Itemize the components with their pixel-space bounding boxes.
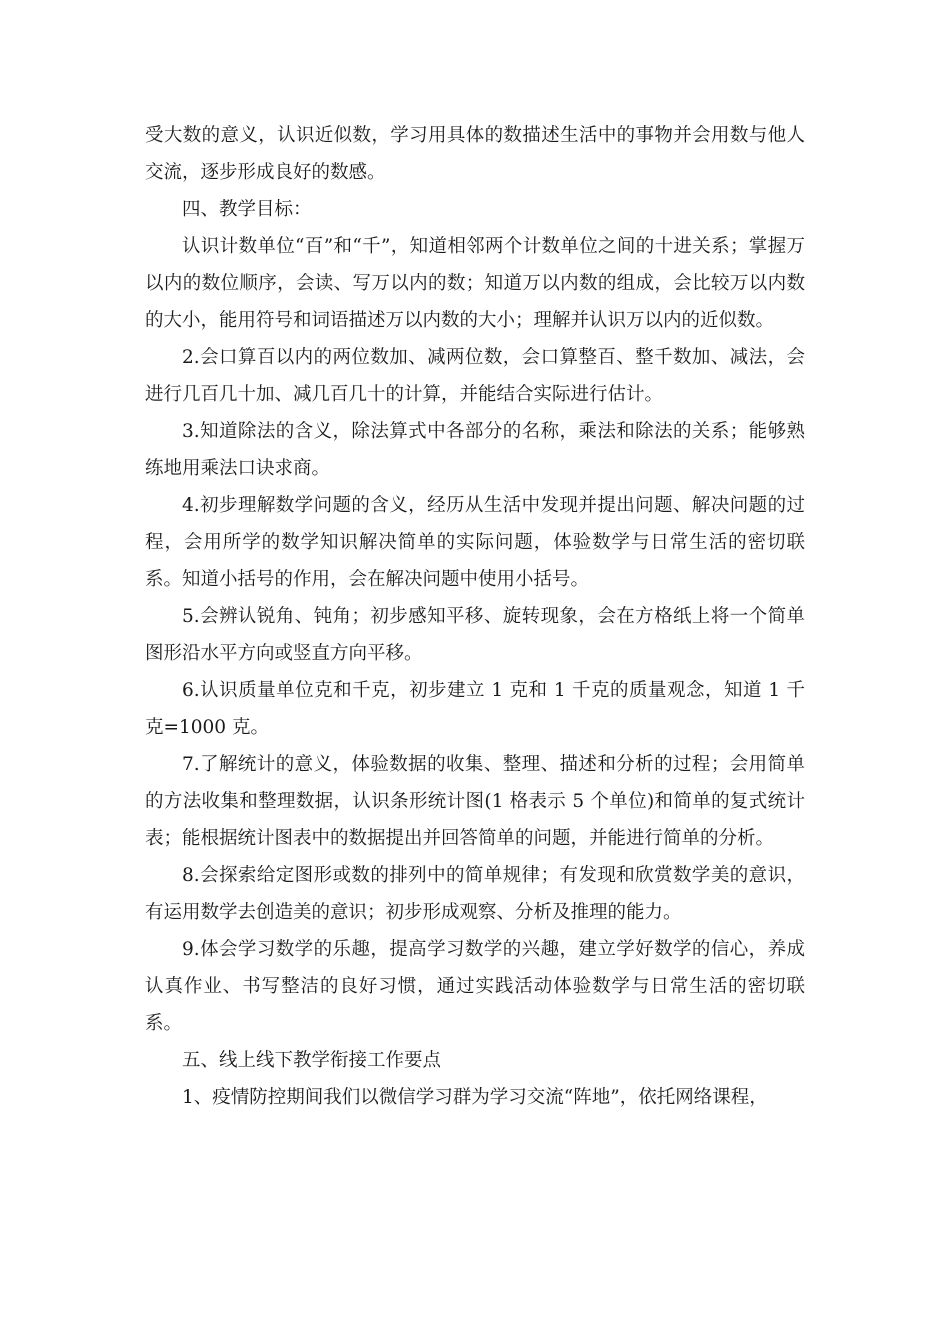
goal-item-7: 7.了解统计的意义，体验数据的收集、整理、描述和分析的过程；会用简单的方法收集和整理数据，认识条形统计图(1 格表示 5 个单位)和简单的复式统计表；能根据统计图表中的数据提出并回答简单的问题，并能进行简单的分析。 xyxy=(145,754,805,849)
section-heading-teaching-goals: 四、教学目标： xyxy=(182,199,312,220)
goal-item-6: 6.认识质量单位克和千克，初步建立 1 克和 1 千克的质量观念，知道 1 千克=1000 克。 xyxy=(145,680,805,738)
goal-item-9: 9.体会学习数学的乐趣，提高学习数学的兴趣，建立学好数学的信心，养成认真作业、书写整洁的良好习惯，通过实践活动体验数学与日常生活的密切联系。 xyxy=(145,939,805,1034)
goal-item-2: 2.会口算百以内的两位数加、减两位数，会口算整百、整千数加、减法，会进行几百几十加、减几百几十的计算，并能结合实际进行估计。 xyxy=(145,347,805,405)
goal-item-5: 5.会辨认锐角、钝角；初步感知平移、旋转现象，会在方格纸上将一个简单图形沿水平方向或竖直方向平移。 xyxy=(145,606,805,664)
goal-item-1: 认识计数单位“百”和“千”，知道相邻两个计数单位之间的十进关系；掌握万以内的数位顺序，会读、写万以内的数；知道万以内数的组成，会比较万以内数的大小，能用符号和词语描述万以内数的大小；理解并认识万以内的近似数。 xyxy=(145,236,805,331)
goal-item-8: 8.会探索给定图形或数的排列中的简单规律；有发现和欣赏数学美的意识，有运用数学去创造美的意识；初步形成观察、分析及推理的能力。 xyxy=(145,865,805,923)
paragraph-continuation: 受大数的意义，认识近似数，学习用具体的数描述生活中的事物并会用数与他人交流，逐步形成良好的数感。 xyxy=(145,125,805,183)
online-offline-item-1: 1、疫情防控期间我们以微信学习群为学习交流“阵地”，依托网络课程， xyxy=(182,1087,768,1108)
goal-item-3: 3.知道除法的含义，除法算式中各部分的名称，乘法和除法的关系；能够熟练地用乘法口诀求商。 xyxy=(145,421,805,479)
section-heading-online-offline: 五、线上线下教学衔接工作要点 xyxy=(182,1050,442,1071)
goal-item-4: 4.初步理解数学问题的含义，经历从生活中发现并提出问题、解决问题的过程，会用所学的数学知识解决简单的实际问题，体验数学与日常生活的密切联系。知道小括号的作用，会在解决问题中使用小括号。 xyxy=(145,495,805,590)
document-page xyxy=(145,117,805,1116)
